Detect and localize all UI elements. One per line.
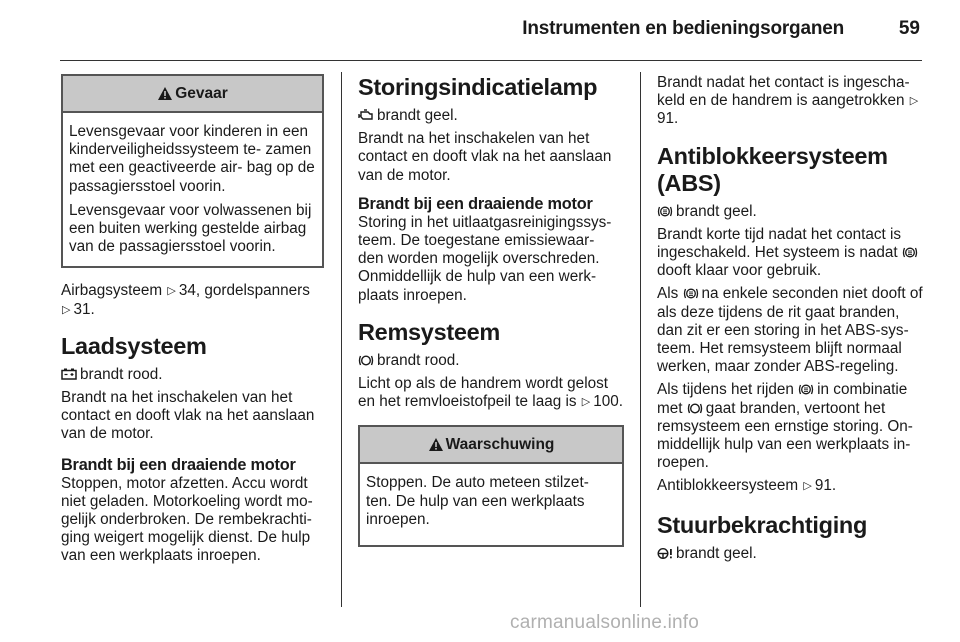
body-text: Antiblokkeersysteem ▷ 91. [657, 477, 837, 495]
warning-triangle-icon [428, 437, 444, 452]
subsection-title: Brandt bij een draaiende motor [61, 455, 296, 474]
body-text: Brandt na het inschakelen van het contact en dooft vlak na het aanslaan van de motor. [358, 130, 612, 184]
watermark: carmanualsonline.info [510, 612, 700, 633]
section-title: Antiblokkeersysteem (ABS) [657, 142, 888, 196]
brake-warning-icon [358, 354, 374, 367]
body-text: Storing in het uitlaatgasreinigingssys- teem. De toegestane emissiewaar- den worden mogelijk overschreden. Onmiddellijk de hulp van een werk- plaats inroepen. [358, 213, 612, 304]
warning-paragraph: Levensgevaar voor volwassenen bij een buiten werking gestelde airbag van de passagiersstoel voorin. [69, 201, 312, 256]
column-left [61, 74, 324, 571]
subsection-title: Brandt bij een draaiende motor [358, 194, 593, 213]
body-text: Brandt nadat het contact is ingescha- keld en de handrem is aangetrokken ▷91. [657, 74, 919, 128]
column-divider [341, 72, 342, 607]
page-link[interactable]: 31. [73, 300, 95, 318]
page-reference-icon: ▷ [803, 480, 812, 493]
section-title: Laadsysteem [61, 332, 207, 359]
section-title: Storingsindicatielamp [358, 74, 598, 100]
page-link[interactable]: 91. [814, 477, 837, 495]
status-line: brandt geel. [358, 107, 624, 125]
body-text: Stoppen, motor afzetten. Accu wordt niet geladen. Motorkoeling wordt mo- gelijk onderbroken. De rembekrachti- ging weigert mogelijk dienst. De hulp van een werkplaats inroepen. [61, 474, 313, 565]
status-line: brandt geel. [657, 203, 923, 221]
column-divider [640, 72, 641, 607]
page-link[interactable]: 34 [178, 282, 196, 300]
page-number: 59 [898, 18, 920, 39]
page-reference-icon: ▷ [167, 285, 176, 298]
abs-icon [657, 205, 673, 218]
body-text: Als tijdens het rijden in combinatie met gaat branden, vertoont het remsysteem een ernstige storing. On- middellijk hulp van een werkplaats in- roepen. [657, 381, 913, 472]
warning-paragraph: Levensgevaar voor kinderen in een kinderveiligheidssysteem te- zamen met een geactiveerde air- bag op de passagiersstoel voorin. [69, 123, 315, 195]
column-middle [358, 74, 624, 561]
body-text: Licht op als de handrem wordt gelost en het remvloeistofpeil te laag is ▷ 100. [358, 375, 624, 411]
abs-icon [798, 383, 814, 396]
status-line: brandt rood. [358, 352, 624, 370]
page-link[interactable]: 91. [657, 110, 679, 128]
warning-label: Gevaar [175, 84, 228, 102]
warning-triangle-icon [157, 86, 173, 101]
page-reference-icon: ▷ [909, 95, 919, 108]
warning-header [360, 427, 622, 464]
column-right [657, 74, 923, 568]
warning-header [63, 76, 322, 113]
section-title: Stuurbekrachtiging [657, 511, 868, 538]
section-title: Remsysteem [358, 318, 501, 345]
body-text: Brandt na het inschakelen van het contact en dooft vlak na het aanslaan van de motor. [61, 389, 315, 443]
warning-label: Waarschuwing [445, 435, 555, 453]
status-line: brandt geel. [657, 545, 923, 563]
abs-icon [683, 287, 699, 300]
header-divider [60, 60, 922, 61]
engine-malfunction-icon [358, 109, 374, 121]
danger-warning-box [61, 74, 324, 268]
body-text: Als na enkele seconden niet dooft of als deze tijdens de rit gaat branden, dan zit er een storing in het ABS-sys- teem. Het remsysteem blijft normaal werken, maar zonder ABS-regeling. [657, 285, 923, 376]
page-reference-icon: ▷ [62, 303, 71, 316]
page-reference-icon: ▷ [581, 396, 591, 409]
battery-icon [61, 368, 77, 380]
brake-warning-icon [687, 402, 703, 415]
page-title: Instrumenten en bedieningsorganen [522, 18, 844, 39]
abs-icon [902, 246, 918, 259]
airbag-reference: Airbagsysteem ▷ 34, gordelspanners ▷ 31. [61, 282, 310, 318]
warning-paragraph: Stoppen. De auto meteen stilzet- ten. De hulp van een werkplaats inroepen. [366, 474, 589, 528]
caution-warning-box [358, 425, 624, 547]
page-link[interactable]: 100. [593, 393, 624, 411]
power-steering-icon [657, 547, 673, 560]
body-text: Brandt korte tijd nadat het contact is ingeschakeld. Het systeem is nadat dooft klaar voor gebruik. [657, 226, 923, 281]
status-line: brandt rood. [61, 366, 324, 384]
